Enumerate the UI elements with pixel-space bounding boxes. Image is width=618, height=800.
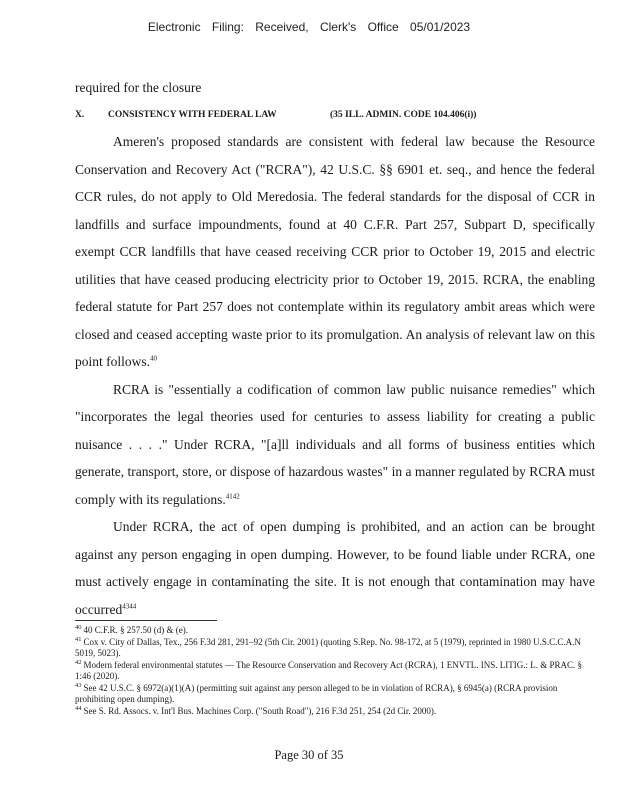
section-citation: (35 ILL. ADMIN. CODE 104.406(i)) <box>330 110 477 120</box>
footnote-separator <box>75 620 217 621</box>
section-number: X. <box>75 110 85 120</box>
section-title: CONSISTENCY WITH FEDERAL LAW <box>108 110 277 120</box>
footnote-40: $^{40}$ 40 C.F.R. § 257.50 (d) & (e). <box>75 624 189 635</box>
paragraph-3-text: Under RCRA, the act of open dumping is prohibited, and an action can be brought against any person engaging in open dumping. However, to be found liable under RCRA, one must actively engage in contaminating the site. It is not enough that contamination may have occurred <box>75 519 595 617</box>
paragraph-1 <box>75 128 595 376</box>
body-text <box>75 128 595 623</box>
paragraph-2-text: RCRA is "essentially a codification of common law public nuisance remedies" which "incorporates the legal theories used for centuries to assess liability for creating a public nuisance . . . ." Under RCRA, "[a]ll individuals and all forms of business entities which generate, transport, store, or dispose of hazardous wastes" in a manner regulated by RCRA must comply with its regulations. <box>75 381 595 507</box>
filing-header: Electronic Filing: Received, Clerk's Office 05/01/2023 <box>147 20 471 34</box>
footnotes <box>75 625 585 717</box>
footnote-43: $^{43}$ See 42 U.S.C. § 6972(a)(1)(A) (permitting suit against any person alleged to be in violation of RCRA), § 6945(a) (RCRA provision prohibiting open dumping). <box>75 681 558 704</box>
footnote-ref-40: 40 <box>150 354 158 363</box>
footnote-42: $^{42}$ Modern federal environmental statutes — The Resource Conservation and Recovery Act (RCRA), 1 ENVTL. INS. LITIG.: L. & PRAC. § 1:46 (2020). <box>75 658 582 681</box>
footnote-ref-44: 44 <box>129 602 137 610</box>
footnote-41: $^{41}$ Cox v. City of Dallas, Tex., 256 F.3d 281, 291–92 (5th Cir. 2001) (quoting S.Rep. No. 98-172, at 5 (1979), reprinted in 1980 U.S.C.C.A.N 5019, 5023). <box>75 635 581 658</box>
page-number: Page 30 of 35 <box>274 748 344 762</box>
footnote-ref-41: 41 <box>225 492 233 500</box>
paragraph-2 <box>75 376 595 514</box>
footnote-44: $^{44}$ See S. Rd. Assocs. v. Int'l Bus. Machines Corp. ("South Road"), 216 F.3d 251, 254 (2d Cir. 2000). <box>75 704 437 716</box>
footnote-ref-42: 42 <box>232 492 240 500</box>
continuation-line: required for the closure <box>75 80 202 95</box>
paragraph-3 <box>75 513 595 623</box>
paragraph-1-text: Ameren's proposed standards are consistent with federal law because the Resource Conservation and Recovery Act ("RCRA"), 42 U.S.C. §§ 6901 et. seq., and hence the federal CCR rules, do not apply to Old Meredosia. The federal standards for the disposal of CCR in landfills and surface impoundments, found at 40 C.F.R. Part 257, Subpart D, specifically exempt CCR landfills that have ceased receiving CCR prior to October 19, 2015 and electric utilities that have ceased producing electricity prior to October 19, 2015. RCRA, the enabling federal statute for Part 257 does not contemplate within its regulatory ambit areas which were closed and ceased accepting waste prior to its promulgation. An analysis of relevant law on this point follows. <box>75 134 595 369</box>
footnote-ref-43: 43 <box>122 602 130 610</box>
